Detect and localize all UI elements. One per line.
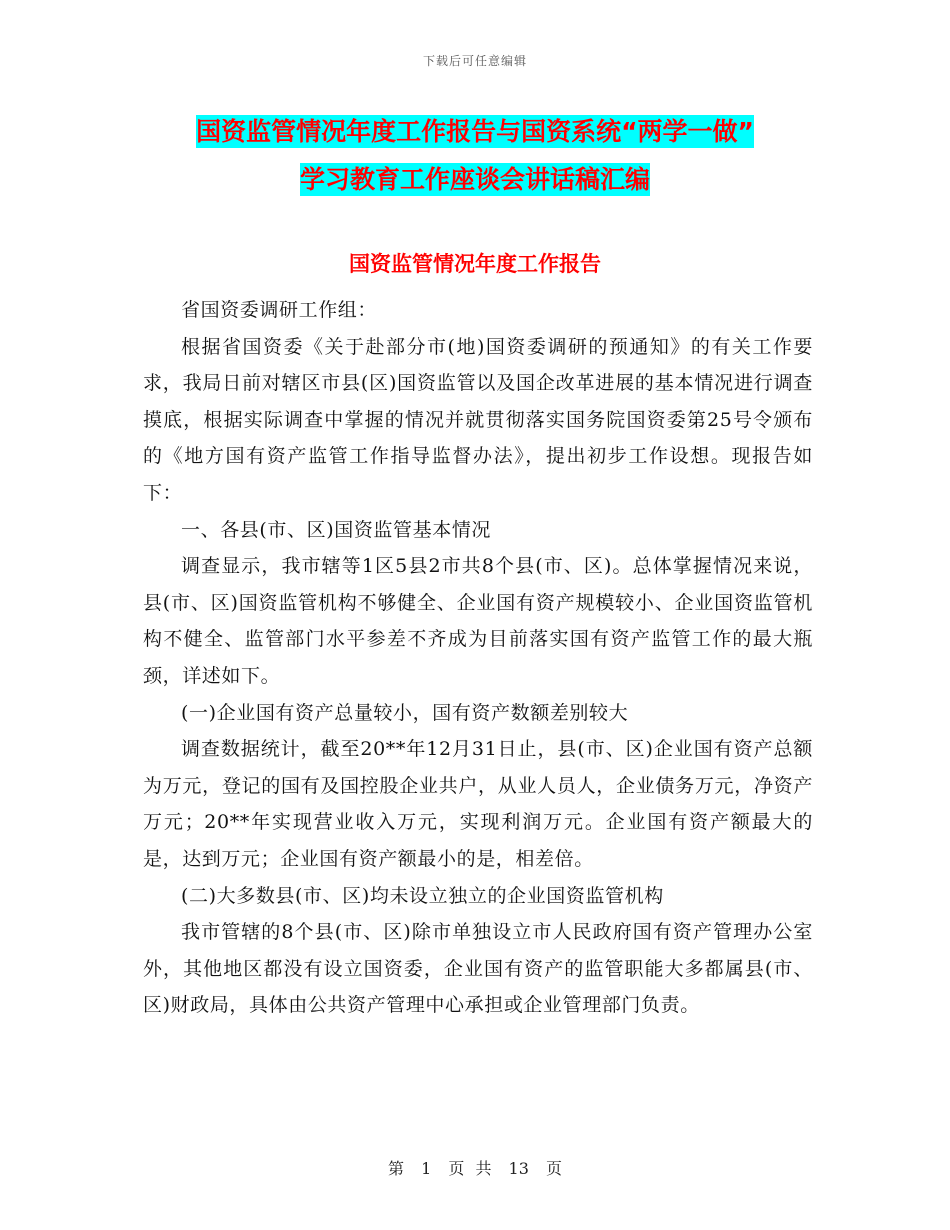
footer-total-pages: 13 (508, 1159, 529, 1178)
document-title (0, 108, 950, 204)
document-body (143, 292, 813, 1024)
page-footer (0, 1156, 950, 1179)
paragraph-survey: 调查显示，我市辖等1区5县2市共8个县(市、区)。总体掌握情况来说，县(市、区)国资监管机构不够健全、企业国有资产规模较小、企业国资监管机构不健全、监管部门水平参差不齐成为目前落实国有资产监管工作的最大瓶颈，详述如下。 (143, 555, 813, 687)
paragraph-agencies: 我市管辖的8个县(市、区)除市单独设立市人民政府国有资产管理办公室外，其他地区都没有设立国资委，企业国有资产的监管职能大多都属县(市、区)财政局，具体由公共资产管理中心承担或企业管理部门负责。 (143, 921, 813, 1017)
paragraph-intro: 根据省国资委《关于赴部分市(地)国资委调研的预通知》的有关工作要求，我局日前对辖区市县(区)国资监管以及国企改革进展的基本情况进行调查摸底，根据实际调查中掌握的情况并就贯彻落实国务院国资委第25号令颁布的《地方国有资产监管工作指导监督办法》，提出初步工作设想。现报告如下： (143, 335, 813, 504)
footer-suffix: 页 (546, 1159, 563, 1178)
paragraph-salutation: 省国资委调研工作组： (181, 299, 378, 321)
paragraph-statistics: 调查数据统计，截至20**年12月31日止，县(市、区)企业国有资产总额为万元，登记的国有及国控股企业共户，从业人员人，企业债务万元，净资产万元；20**年实现营业收入万元，实现利润万元。企业国有资产额最大的是，达到万元；企业国有资产额最小的是，相差倍。 (143, 738, 813, 870)
document-title-line-1: 国资监管情况年度工作报告与国资系统“两学一做” (196, 117, 754, 146)
header-note: 下载后可任意编辑 (422, 54, 527, 68)
subheading-1: (一)企业国有资产总量较小，国有资产数额差别较大 (181, 701, 629, 724)
footer-prefix: 第 (387, 1159, 404, 1178)
footer-page-number: 1 (421, 1159, 432, 1178)
subheading-2: (二)大多数县(市、区)均未设立独立的企业国资监管机构 (181, 884, 664, 907)
section-title: 国资监管情况年度工作报告 (349, 252, 601, 276)
footer-middle: 页 共 (448, 1159, 492, 1178)
document-title-line-2: 学习教育工作座谈会讲话稿汇编 (299, 165, 650, 194)
heading-part-1: 一、各县(市、区)国资监管基本情况 (181, 518, 492, 541)
